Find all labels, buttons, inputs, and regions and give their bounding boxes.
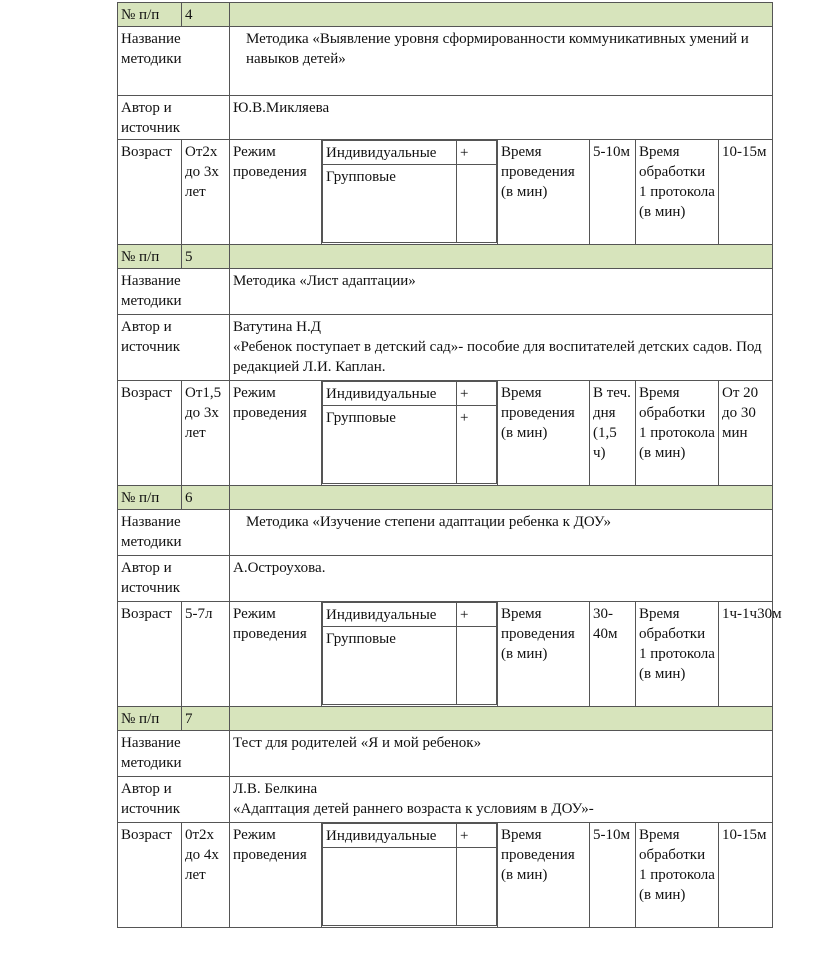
time-label: Время проведения (в мин) xyxy=(498,823,590,928)
processing-label: Время обработки 1 протокола (в мин) xyxy=(636,381,719,486)
number-label: № п/п xyxy=(118,245,182,269)
time-value: 5-10м xyxy=(590,823,636,928)
processing-value: От 20 до 30 мин xyxy=(719,381,773,486)
author-label: Автор и источник xyxy=(118,315,230,381)
age-label: Возраст xyxy=(118,381,182,486)
group-mark xyxy=(457,848,497,926)
time-value: В теч. дня (1,5 ч) xyxy=(590,381,636,486)
mode-label: Режим проведения xyxy=(230,381,322,486)
age-label: Возраст xyxy=(118,140,182,245)
processing-value: 10-15м xyxy=(719,140,773,245)
method-name-row xyxy=(118,510,773,556)
mode-options xyxy=(322,381,498,486)
details-row xyxy=(118,140,773,245)
individual-mark: + xyxy=(457,603,497,627)
block-header-row xyxy=(118,707,773,731)
group-label: Групповые xyxy=(323,406,457,484)
processing-value: 1ч-1ч30м xyxy=(719,602,773,707)
block-header-row xyxy=(118,486,773,510)
group-cell-empty xyxy=(323,848,457,926)
individual-mark: + xyxy=(457,382,497,406)
block-number: 5 xyxy=(182,245,230,269)
author-row xyxy=(118,315,773,381)
age-value: От2х до 3х лет xyxy=(182,140,230,245)
methods-table xyxy=(117,2,782,928)
number-label: № п/п xyxy=(118,707,182,731)
method-name-row xyxy=(118,269,773,315)
method-name-row xyxy=(118,731,773,777)
name-label: Название методики xyxy=(118,269,230,315)
details-row xyxy=(118,381,773,486)
method-name: Тест для родителей «Я и мой ребенок» xyxy=(230,731,773,777)
details-row xyxy=(118,602,773,707)
author-source: Л.В. Белкина «Адаптация детей раннего возраста к условиям в ДОУ»- xyxy=(230,777,773,823)
processing-label: Время обработки 1 протокола (в мин) xyxy=(636,140,719,245)
author-source: Ю.В.Микляева xyxy=(230,96,773,140)
author-label: Автор и источник xyxy=(118,556,230,602)
processing-label: Время обработки 1 протокола (в мин) xyxy=(636,602,719,707)
mode-label: Режим проведения xyxy=(230,140,322,245)
mode-options xyxy=(322,140,498,245)
time-label: Время проведения (в мин) xyxy=(498,140,590,245)
method-name: Методика «Лист адаптации» xyxy=(230,269,773,315)
age-value: 5-7л xyxy=(182,602,230,707)
time-label: Время проведения (в мин) xyxy=(498,602,590,707)
method-name-row xyxy=(118,27,773,96)
author-row xyxy=(118,96,773,140)
group-mark: + xyxy=(457,406,497,484)
group-label: Групповые xyxy=(323,627,457,705)
author-row xyxy=(118,777,773,823)
processing-value: 10-15м xyxy=(719,823,773,928)
mode-options xyxy=(322,823,498,928)
block-header-row xyxy=(118,245,773,269)
author-row xyxy=(118,556,773,602)
individual-label: Индивидуальные xyxy=(323,382,457,406)
individual-label: Индивидуальные xyxy=(323,141,457,165)
block-number: 4 xyxy=(182,3,230,27)
processing-label: Время обработки 1 протокола (в мин) xyxy=(636,823,719,928)
individual-label: Индивидуальные xyxy=(323,824,457,848)
author-source: А.Остроухова. xyxy=(230,556,773,602)
method-name: Методика «Изучение степени адаптации ребенка к ДОУ» xyxy=(230,510,773,556)
name-label: Название методики xyxy=(118,27,230,96)
number-label: № п/п xyxy=(118,486,182,510)
time-value: 5-10м xyxy=(590,140,636,245)
individual-label: Индивидуальные xyxy=(323,603,457,627)
mode-label: Режим проведения xyxy=(230,823,322,928)
age-label: Возраст xyxy=(118,823,182,928)
individual-mark: + xyxy=(457,141,497,165)
block-header-row xyxy=(118,3,773,27)
individual-mark: + xyxy=(457,824,497,848)
group-mark xyxy=(457,165,497,243)
age-value: 0т2х до 4х лет xyxy=(182,823,230,928)
mode-label: Режим проведения xyxy=(230,602,322,707)
author-label: Автор и источник xyxy=(118,96,230,140)
number-label: № п/п xyxy=(118,3,182,27)
time-value: 30-40м xyxy=(590,602,636,707)
author-source: Ватутина Н.Д «Ребенок поступает в детский сад»- пособие для воспитателей детских садов. Под редакцией Л.И. Каплан. xyxy=(230,315,773,381)
group-mark xyxy=(457,627,497,705)
age-value: От1,5 до 3х лет xyxy=(182,381,230,486)
block-number: 6 xyxy=(182,486,230,510)
details-row xyxy=(118,823,773,928)
age-label: Возраст xyxy=(118,602,182,707)
method-name: Методика «Выявление уровня сформированности коммуникативных умений и навыков детей» xyxy=(230,27,773,96)
name-label: Название методики xyxy=(118,731,230,777)
name-label: Название методики xyxy=(118,510,230,556)
time-label: Время проведения (в мин) xyxy=(498,381,590,486)
mode-options xyxy=(322,602,498,707)
group-label: Групповые xyxy=(323,165,457,243)
author-label: Автор и источник xyxy=(118,777,230,823)
block-number: 7 xyxy=(182,707,230,731)
